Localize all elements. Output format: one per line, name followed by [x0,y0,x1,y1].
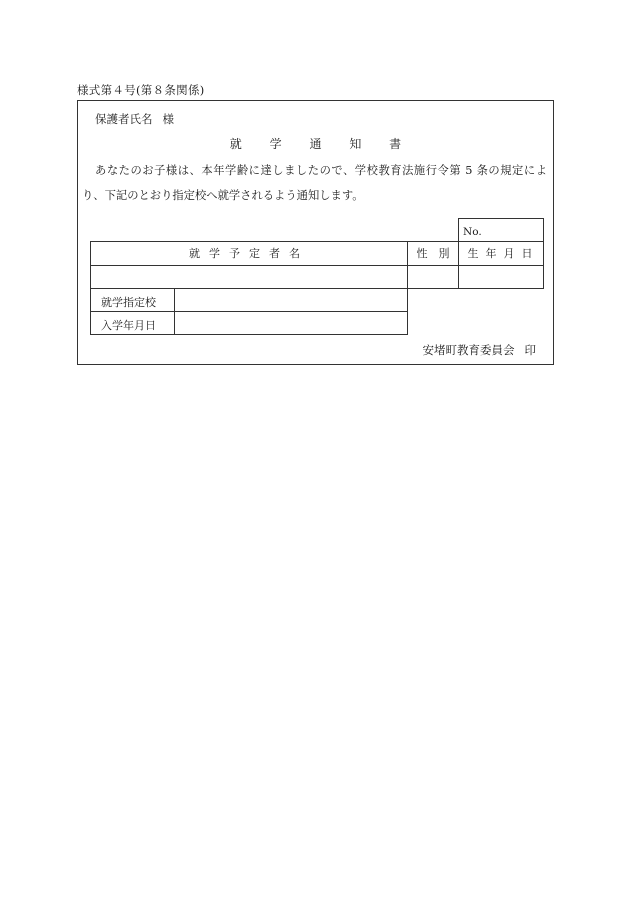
title-char: 通 [309,137,322,151]
birthdate-value-cell[interactable] [458,265,544,289]
issuer-name: 安堵町教育委員会 [422,343,515,357]
form-number: 様式第４号(第８条関係) [77,83,205,97]
entry-date-label: 入学年月日 [101,319,156,332]
guardian-honorific: 様 [162,112,174,126]
guardian-line [95,111,174,127]
designated-school-value-cell[interactable] [174,288,408,312]
gender-header: 性 別 [416,247,450,260]
seal-mark: 印 [524,343,536,357]
title-char: 学 [269,137,282,151]
entry-date-value-cell[interactable] [174,311,408,335]
notice-form [77,100,554,365]
issuer-line [423,342,537,358]
gender-value-cell[interactable] [407,265,459,289]
title-char: 知 [349,137,362,151]
document-title [78,135,553,152]
title-char: 書 [389,137,402,151]
number-label: No. [463,226,482,238]
birthdate-header-cell [458,241,544,266]
birthdate-header: 生年月日 [467,247,540,260]
gender-header-cell [407,241,459,266]
designated-school-label-cell [90,288,175,312]
number-cell [458,218,544,242]
guardian-label: 保護者氏名 [95,112,153,126]
notice-body-text: あなたのお子様は、本年学齢に達しましたので、学校教育法施行令第 5 条の規定により、下記のとおり指定校へ就学されるよう通知します。 [82,164,547,202]
name-header-cell [90,241,408,266]
name-value-cell[interactable] [90,265,408,289]
designated-school-label: 就学指定校 [101,296,156,309]
title-char: 就 [229,137,242,151]
name-header: 就学予定者名 [189,247,309,260]
entry-date-label-cell [90,311,175,335]
